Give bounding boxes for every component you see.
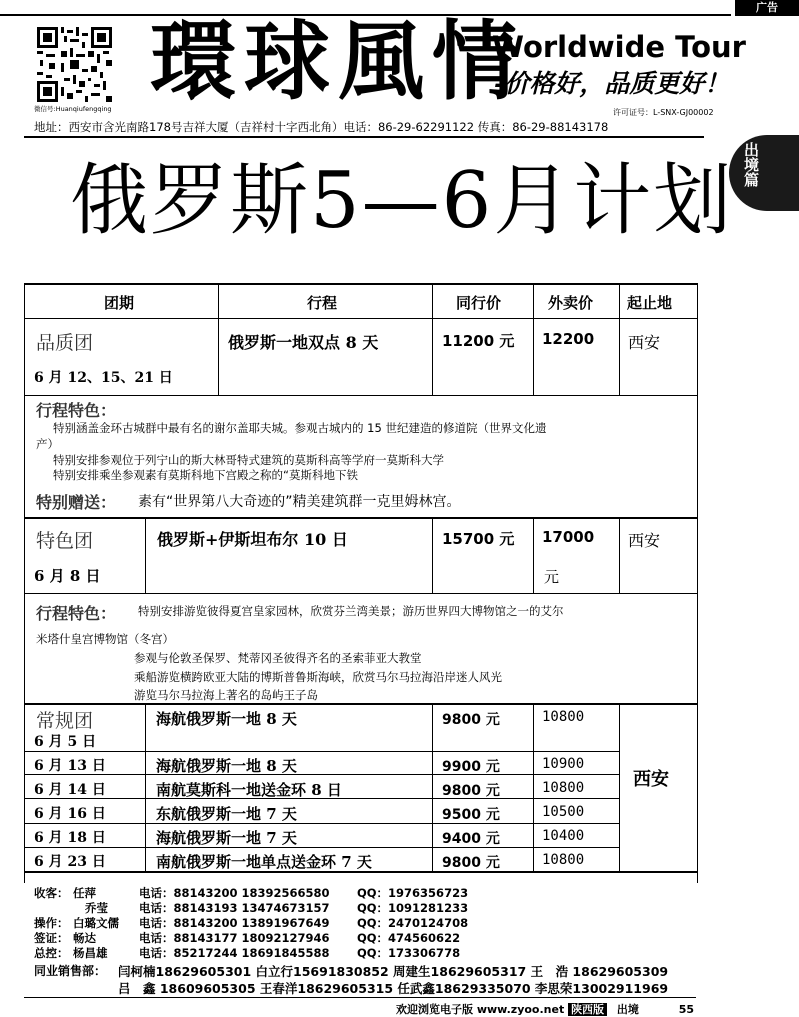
contact-phone: 电话：85217244 18691845588 xyxy=(139,946,330,960)
contact-phone: 电话：88143177 18092127946 xyxy=(139,931,330,945)
group1-feature-3: 特别安排参观位于列宁山的斯大林哥特式建筑的莫斯科高等学府一莫斯科大学 xyxy=(53,453,444,467)
group1-gift-label: 特别赠送： xyxy=(36,493,117,512)
sales-line-1: 闫柯楠18629605301 白立行15691830852 周建生18629605317 王 浩 18629605309 xyxy=(118,964,669,979)
group2-feature-3: 参观与伦敦圣保罗、梵蒂冈圣彼得齐名的圣索菲亚大教堂 xyxy=(134,651,422,665)
group3-row-peer-price: 9500 元 xyxy=(442,807,500,823)
group1-rule xyxy=(24,395,698,396)
group1-route: 俄罗斯一地双点 8 天 xyxy=(228,333,379,352)
group3-row-peer-price: 9800 元 xyxy=(442,783,500,799)
group1-gift: 素有“世界第八大奇迹的”精美建筑群一克里姆林宫。 xyxy=(138,494,461,510)
group2-feature-1: 特别安排游览彼得夏宫皇家园林，欣赏芬兰湾美景；游历世界四大博物馆之一的艾尔 xyxy=(138,604,564,618)
header-retail-price: 外卖价 xyxy=(548,294,594,312)
bottom-rule xyxy=(24,997,696,998)
group3-row-date: 6 月 13 日 xyxy=(34,758,106,774)
group2-retail-unit: 元 xyxy=(544,568,560,586)
group3-row-date: 6 月 16 日 xyxy=(34,806,106,822)
contact-phone: 电话：88143193 13474673157 xyxy=(139,901,330,915)
brand-title: 環球風情 xyxy=(150,11,526,112)
group1-feature-1: 特别涵盖金环古城群中最有名的谢尔盖耶夫城。参观古城内的 15 世纪建造的修道院（世界文化遗 xyxy=(53,421,547,435)
row-rule xyxy=(24,823,620,824)
main-title: 俄罗斯5—6月计划 xyxy=(70,156,734,246)
contact-role: 操作： xyxy=(34,916,69,930)
table-left-rule xyxy=(24,283,25,883)
col-rule-1b xyxy=(145,517,146,593)
col-rule-4b xyxy=(619,517,620,593)
header-bottom-rule xyxy=(24,318,698,319)
header-route: 行程 xyxy=(307,294,338,312)
contact-qq: QQ：2470124708 xyxy=(357,916,469,930)
group3-row-retail-price: 10800 xyxy=(542,852,585,868)
group3-row-retail-price: 10900 xyxy=(542,756,585,772)
col-rule-3a xyxy=(533,283,534,395)
group1-name: 品质团 xyxy=(36,332,94,354)
footer-bar xyxy=(396,1001,694,1017)
group3-row-route: 海航俄罗斯一地 7 天 xyxy=(156,829,297,847)
contact-name: 乔莹 xyxy=(85,901,108,915)
group1-feature-2: 产） xyxy=(36,437,59,451)
contact-phone: 电话：88143200 18392566580 xyxy=(139,886,330,900)
contact-qq: QQ：1976356723 xyxy=(357,886,469,900)
row-rule xyxy=(24,847,620,848)
group3-row-retail-price: 10500 xyxy=(542,804,585,820)
page-number: 55 xyxy=(678,1003,695,1016)
group1-feature-4: 特别安排乘坐参观素有莫斯科地下宫殿之称的“莫斯科地下铁 xyxy=(53,468,358,482)
col-rule-3c xyxy=(533,703,534,871)
col-rule-1c xyxy=(145,703,146,871)
group3-row-route: 海航俄罗斯一地 8 天 xyxy=(156,710,297,728)
contact-name: 白璐文儒 xyxy=(73,916,119,930)
group3-row-retail-price: 10800 xyxy=(542,709,585,725)
group3-row-date: 6 月 5 日 xyxy=(34,734,97,750)
group3-row-route: 东航俄罗斯一地 7 天 xyxy=(156,805,297,823)
group2-dates: 6 月 8 日 xyxy=(34,567,101,585)
group1-peer-price: 11200 元 xyxy=(442,332,515,350)
col-rule-1a xyxy=(218,283,219,395)
col-rule-4c xyxy=(619,703,620,871)
col-rule-3b xyxy=(533,517,534,593)
group2-route: 俄罗斯+伊斯坦布尔 10 日 xyxy=(157,530,348,549)
ad-tag: 广告 xyxy=(735,0,799,16)
contact-phone: 电话：88143200 13891967649 xyxy=(139,916,330,930)
group3-origin: 西安 xyxy=(633,769,669,790)
group3-row-peer-price: 9800 元 xyxy=(442,855,500,871)
contact-role: 收客： xyxy=(34,886,69,900)
group3-row-peer-price: 9800 元 xyxy=(442,712,500,728)
group3-row-date: 6 月 23 日 xyxy=(34,854,106,870)
table-top-rule xyxy=(24,283,698,285)
col-rule-2b xyxy=(432,517,433,593)
group1-retail-price: 12200 xyxy=(542,330,595,348)
group3-row-route: 南航莫斯科一地送金环 8 日 xyxy=(156,781,342,799)
sales-label: 同业销售部： xyxy=(34,964,107,978)
contact-qq: QQ：173306778 xyxy=(357,946,461,960)
header-peer-price: 同行价 xyxy=(456,294,502,312)
brand-english: Worldwide Tour xyxy=(492,30,746,64)
contact-name: 任萍 xyxy=(73,886,96,900)
contact-qq: QQ：474560622 xyxy=(357,931,461,945)
group2-feature-4: 乘船游览横跨欧亚大陆的博斯普鲁斯海峡，欣赏马尔马拉海沿岸迷人风光 xyxy=(134,670,502,684)
qr-code xyxy=(37,27,112,102)
group3-row-route: 海航俄罗斯一地 8 天 xyxy=(156,757,297,775)
col-rule-2c xyxy=(432,703,433,871)
group3-row-peer-price: 9400 元 xyxy=(442,831,500,847)
footer-section: 出境 xyxy=(616,1003,639,1016)
group3-name: 常规团 xyxy=(36,710,94,732)
group3-top-rule xyxy=(24,703,698,705)
group3-row-retail-price: 10400 xyxy=(542,828,585,844)
contact-qq: QQ：1091281233 xyxy=(357,901,469,915)
address-line: 地址：西安市含光南路178号吉祥大厦（吉祥村十字西北角）电话：86-29-62291122 传真：86-29-88143178 xyxy=(34,120,609,134)
col-rule-4a xyxy=(619,283,620,395)
contact-name: 杨昌雄 xyxy=(73,946,108,960)
group2-top-rule xyxy=(24,517,698,519)
group3-row-date: 6 月 14 日 xyxy=(34,782,106,798)
table-right-rule xyxy=(697,283,698,883)
group2-rule xyxy=(24,593,698,594)
qr-caption: 微信号:Huanqiufengqing xyxy=(34,105,112,113)
col-rule-2a xyxy=(432,283,433,395)
row-rule xyxy=(24,774,620,775)
contact-role: 总控： xyxy=(34,946,69,960)
group1-dates: 6 月 12、15、21 日 xyxy=(34,370,173,386)
group3-row-route: 南航俄罗斯一地单点送金环 7 天 xyxy=(156,853,372,871)
group2-retail-price: 17000 xyxy=(542,528,595,546)
side-tab-label: 出境篇 xyxy=(742,142,760,187)
group2-feature-label: 行程特色： xyxy=(36,604,117,623)
header-dates: 团期 xyxy=(104,294,135,312)
group3-row-retail-price: 10800 xyxy=(542,780,585,796)
group2-feature-2: 米塔什皇宫博物馆（冬宫） xyxy=(36,632,174,646)
brand-slogan: -价格好，品质更好！ xyxy=(494,69,730,98)
footer-edition-tag: 陕西版 xyxy=(568,1003,607,1016)
group2-feature-5: 游览马尔马拉海上著名的岛屿王子岛 xyxy=(134,688,318,702)
contact-name: 畅达 xyxy=(73,931,96,945)
group2-peer-price: 15700 元 xyxy=(442,530,515,548)
group3-row-peer-price: 9900 元 xyxy=(442,759,500,775)
license-number: 许可证号：L-SNX-GJ00002 xyxy=(613,108,714,117)
header-rule xyxy=(24,136,704,138)
sales-line-2: 吕 鑫 18609605305 王春洋18629605315 任武鑫18629335070 李思荣13002911969 xyxy=(118,981,669,996)
header-origin: 起止地 xyxy=(627,294,673,312)
contact-role: 签证： xyxy=(34,931,69,945)
group2-origin: 西安 xyxy=(628,531,661,550)
row-rule xyxy=(24,751,620,752)
group1-feature-label: 行程特色： xyxy=(36,401,117,420)
group1-origin: 西安 xyxy=(628,333,661,352)
group2-name: 特色团 xyxy=(36,530,94,552)
footer-text: 欢迎浏览电子版 www.zyoo.net xyxy=(396,1003,565,1016)
group3-row-date: 6 月 18 日 xyxy=(34,830,106,846)
